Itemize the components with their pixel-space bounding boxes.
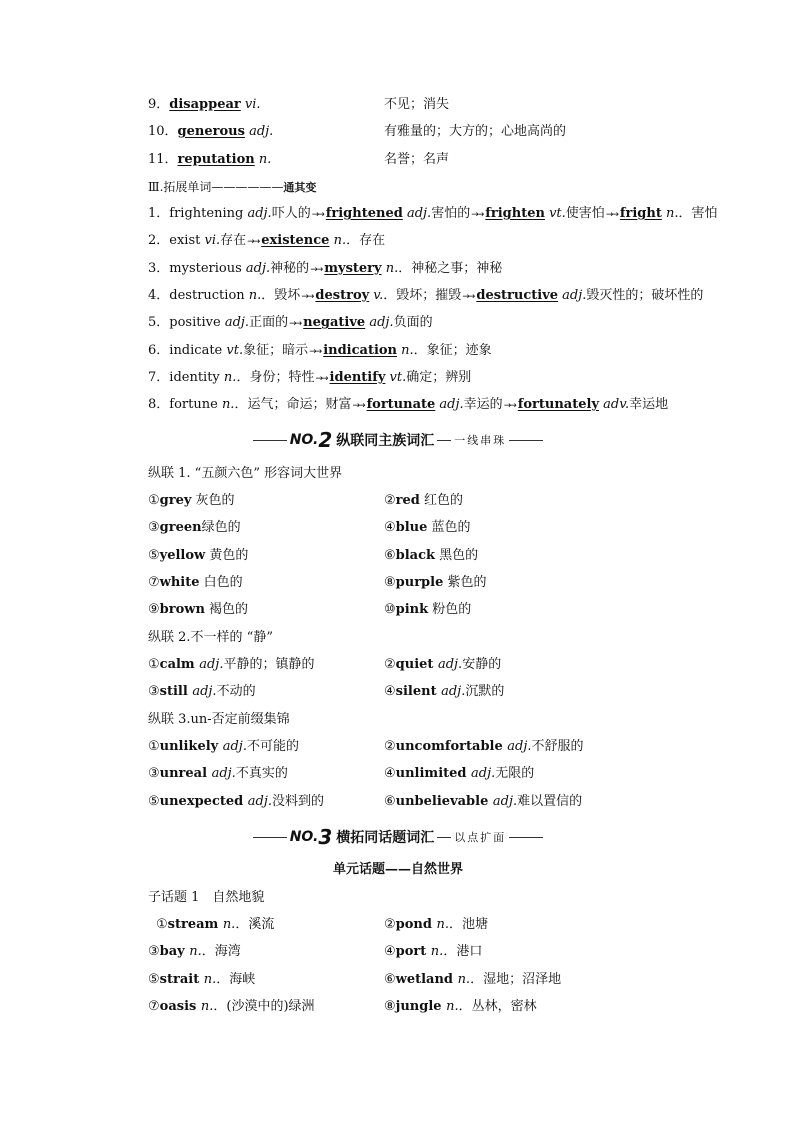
entry-meaning: ．海湾 [201,944,241,960]
derived-word: fortunate [366,397,436,413]
entry-word: yellow [159,547,206,563]
word-row [148,969,748,991]
part-of-speech: adj. [471,766,496,782]
word-entry [148,657,314,672]
word-text: destruction [169,287,249,303]
derived-word: destroy [315,287,370,303]
word-row [148,599,748,621]
word-text: 象征；暗示 [243,342,309,358]
arrow-icon: →→ [309,346,321,357]
derived-word: frightened [325,206,403,221]
item-number: 8． [148,397,170,413]
entry-word: stream [167,917,223,932]
entry-number: ⑥ [384,547,396,563]
entry-word: oasis [159,998,201,1014]
word-entry [384,517,471,539]
word-entry [384,654,501,676]
part-of-speech: v. [369,287,384,303]
part-of-speech: n. [430,944,444,960]
entry-meaning: 绿色的 [201,520,241,536]
item-number: 4． [148,287,170,303]
word-text: ．象征；迹象 [413,342,492,358]
word-entry [148,520,241,535]
part-of-speech: adj. [435,397,464,413]
banner-rule [253,440,287,441]
word-entry [148,602,248,617]
entry-meaning: 没料到的 [272,793,325,809]
entry-number: ⑧ [384,998,396,1014]
word-entry [384,736,584,758]
arrow-icon: →→ [605,210,617,220]
derived-word: destructive [476,287,559,303]
word-entry [148,794,324,809]
entry-number: ⑤ [148,547,160,563]
part-of-speech: adj. [222,739,247,754]
word-entry [384,572,487,594]
extension-item [148,230,748,252]
arrow-icon: →→ [301,291,313,302]
word-text: 负面的 [393,315,433,331]
word-text: frightening [169,206,248,221]
group-title: 纵联 3.un-否定前缀集锦 [148,712,290,727]
word-text: ．毁坏 [261,287,301,303]
item-number: 7． [148,369,170,385]
derived-word: existence [261,233,330,249]
item-number: 1． [148,206,170,221]
word-entry [148,972,255,987]
item-number: 6． [148,342,170,358]
entry-meaning: ．溪流 [235,917,275,932]
entry-word: silent [395,684,442,700]
word-entry [384,599,471,621]
entry-word: bay [159,944,190,960]
word-text: ．身份；特性 [236,369,315,385]
section-banner-no3: NO. 3 横拓同话题词汇 以点扩面 [148,824,648,850]
entry-word: unbelievable [395,793,493,809]
entry-meaning: 黄色的 [205,547,249,563]
entry-number: ① [148,657,160,672]
word-entry [148,917,274,932]
entry-number: ④ [384,944,396,960]
entry-number: ⑥ [384,971,396,987]
word-entry [384,791,582,813]
word-entry [148,944,241,959]
part-of-speech: n. [189,944,202,960]
word-text: 正面的 [249,315,289,331]
word-text: identity [169,369,224,385]
part-of-speech: n. [203,971,217,987]
extension-item [148,258,748,280]
arrow-icon: →→ [289,319,301,330]
vocab-meaning: 不见；消失 [384,97,450,112]
word-entry [148,999,315,1014]
part-of-speech: adj. [192,684,217,700]
word-text: 存在 [220,233,247,249]
section-heading-extension: Ⅲ.拓展单词——————通其变 [148,180,317,194]
word-entry [148,493,235,508]
entry-word: unexpected [159,793,248,809]
word-row [148,490,748,512]
entry-word: grey [159,493,192,508]
unit-topic-title: 单元话题——自然世界 [332,862,463,877]
word-text: 幸运地 [629,397,669,413]
arrow-icon: →→ [310,264,322,275]
entry-meaning: 蓝色的 [427,520,471,536]
word-row [148,517,748,539]
word-text: ．神秘之事；神秘 [398,260,503,276]
word-entry [148,684,256,699]
entry-meaning: 无限的 [495,766,535,782]
entry-word: calm [159,657,200,672]
part-of-speech: adj. [211,766,236,782]
entry-word: pink [395,602,429,618]
vocab-word: disappear [169,97,241,112]
entry-meaning: 沉默的 [465,684,505,700]
part-of-speech: adj. [402,206,432,221]
entry-meaning: 不舒服的 [531,739,584,754]
extension-item [148,203,748,225]
banner-subtitle: 一线串珠 [454,434,507,447]
word-entry [148,766,288,781]
part-of-speech: n. [329,233,347,249]
subtopic-title: 子话题 1 自然地貌 [148,890,265,905]
entry-number: ② [384,739,396,754]
entry-number: ⑦ [148,998,160,1014]
extension-item [148,285,748,307]
word-text: indicate [169,342,227,358]
entry-word: blue [395,520,428,536]
entry-word: red [395,493,420,508]
derived-word: indication [323,342,398,358]
word-entry [384,490,463,512]
group-title: 纵联 1. “五颜六色” 形容词大世界 [148,466,343,481]
part-of-speech: n. [661,206,679,221]
word-row [148,681,748,703]
word-text: 吓人的 [271,206,311,221]
part-of-speech: adj. [558,287,587,303]
entry-word: brown [159,602,205,618]
vocab-item: 9．disappear vi. 不见；消失 [148,94,748,116]
banner-rule [437,837,451,838]
entry-word: white [159,574,200,590]
part-of-speech: adj. [224,315,250,331]
part-of-speech: vt. [544,206,566,221]
banner-title: 纵联同主族词汇 [336,433,435,449]
word-text: ．运气；命运；财富 [234,397,352,413]
derived-word: mystery [324,260,382,276]
entry-number: ③ [148,944,160,960]
part-of-speech: n. [436,917,449,932]
entry-word: black [395,547,436,563]
word-row [148,654,748,676]
entry-number: ④ [384,684,396,700]
part-of-speech: vi. [204,233,221,249]
entry-number: ⑥ [384,793,396,809]
entry-number: ⑤ [148,971,160,987]
arrow-icon: →→ [247,237,259,248]
entry-meaning: 难以置信的 [517,793,583,809]
entry-meaning: 褐色的 [204,602,249,618]
entry-word: wetland [395,971,458,987]
entry-word: quiet [395,657,438,672]
part-of-speech: adv. [599,397,630,413]
entry-word: pond [395,917,437,932]
entry-number: ② [384,657,396,672]
arrow-icon: →→ [503,401,515,412]
entry-number: ② [384,493,396,508]
word-text: 使害怕 [565,206,605,221]
part-of-speech: n. [221,397,235,413]
word-text: fortune [169,397,222,413]
part-of-speech: vt. [385,369,407,385]
word-entry [148,739,299,754]
word-entry [384,681,504,703]
derived-word: negative [303,315,366,331]
part-of-speech: n. [248,287,262,303]
entry-meaning: 粉色的 [428,602,472,618]
vocab-meaning: 有雅量的；大方的；心地高尚的 [384,124,567,139]
word-entry [384,763,534,785]
banner-rule [253,837,287,838]
word-text: ．害怕 [678,206,718,221]
entry-word: uncomfortable [395,739,508,754]
part-of-speech: adj. [245,260,271,276]
entry-word: strait [159,971,204,987]
entry-number: ③ [148,684,160,700]
extension-item [148,312,748,334]
word-text: 毁灭性的；破坏性的 [586,287,704,303]
vocab-meaning: 名誉；名声 [384,152,450,167]
vocab-word: reputation [177,152,255,167]
word-entry [148,548,248,563]
arrow-icon: →→ [315,373,327,384]
entry-meaning: ．池塘 [449,917,489,932]
part-of-speech: n. [381,260,399,276]
part-of-speech: adj. [365,315,394,331]
extension-item [148,394,748,416]
entry-number: ② [384,917,396,932]
entry-word: green [159,520,202,536]
entry-meaning: 红色的 [419,493,464,508]
derived-word: fright [619,206,662,221]
word-text: 确定；辨别 [406,369,472,385]
entry-meaning: 不真实的 [235,766,288,782]
word-row [148,996,748,1018]
entry-number: ⑨ [148,602,160,618]
word-entry [384,545,478,567]
word-text: 神秘的 [270,260,310,276]
part-of-speech: n. [200,998,214,1014]
extension-item [148,340,748,362]
word-entry [384,941,482,963]
word-row [148,572,748,594]
entry-meaning: 不可能的 [246,739,299,754]
entry-meaning: ．(沙漠中的)绿洲 [213,998,315,1014]
part-of-speech: adj. [199,657,224,672]
entry-meaning: 灰色的 [191,493,235,508]
item-number: 5． [148,315,170,331]
arrow-icon: →→ [462,291,474,302]
entry-word: still [159,684,193,700]
entry-word: port [395,944,431,960]
entry-number: ① [148,739,160,754]
part-of-speech: n. [457,971,471,987]
entry-number: ③ [148,766,160,782]
arrow-icon: →→ [352,401,364,412]
arrow-icon: →→ [471,210,483,220]
part-of-speech: adj. [247,793,272,809]
entry-number: ① [156,917,168,932]
word-row [148,545,748,567]
word-row [148,763,748,785]
word-row [148,941,748,963]
word-row [148,791,748,813]
part-of-speech: vt. [226,342,244,358]
entry-meaning: ．湿地；沼泽地 [470,971,562,987]
entry-word: unlimited [395,766,472,782]
word-row [148,736,748,758]
vocab-item: 10．generous adj. 有雅量的；大方的；心地高尚的 [148,121,748,143]
banner-title: 横拓同话题词汇 [336,830,435,846]
word-text: ．存在 [346,233,386,249]
entry-meaning: ．丛林，密林 [458,998,537,1014]
entry-meaning: 不动的 [216,684,256,700]
entry-meaning: ．港口 [443,944,483,960]
entry-number: ① [148,493,160,508]
item-number: 2． [148,233,170,249]
part-of-speech: adj. [492,793,518,809]
section-banner-no2: NO. 2 纵联同主族词汇 一线串珠 [148,427,648,453]
banner-rule [509,837,543,838]
vocab-item: 11．reputation n. 名誉；名声 [148,149,748,171]
part-of-speech: adj. [437,657,463,672]
part-of-speech: n. [223,369,237,385]
entry-word: unlikely [159,739,223,754]
entry-number: ⑤ [148,793,160,809]
derived-word: fortunately [517,397,599,413]
entry-meaning: ．海峡 [216,971,256,987]
derived-word: identify [329,369,386,385]
part-of-speech: n. [222,917,236,932]
banner-rule [509,440,543,441]
word-text: positive [169,315,225,331]
entry-meaning: 平静的；镇静的 [223,657,315,672]
word-text: exist [169,233,205,249]
vocab-word: generous [177,124,245,139]
group-title: 纵联 2.不一样的 “静” [148,630,273,645]
word-text: ．毁坏；摧毁 [383,287,462,303]
entry-number: ⑦ [148,574,160,590]
entry-number: ④ [384,766,396,782]
part-of-speech: adj. [247,206,272,221]
entry-word: purple [395,574,444,590]
entry-meaning: 白色的 [199,574,243,590]
word-text: 害怕的 [431,206,471,221]
entry-meaning: 黑色的 [435,547,479,563]
word-entry [148,575,243,590]
part-of-speech: adj. [441,684,466,700]
entry-number: ⑧ [384,574,396,590]
word-row [148,914,748,936]
entry-word: unreal [159,766,212,782]
entry-meaning: 安静的 [462,657,502,672]
part-of-speech: adj. [507,739,532,754]
banner-rule [437,440,451,441]
entry-meaning: 紫色的 [443,574,487,590]
item-number: 3． [148,260,170,276]
word-text: mysterious [169,260,246,276]
word-text: 幸运的 [463,397,503,413]
derived-word: frighten [485,206,545,221]
word-entry [384,996,537,1018]
arrow-icon: →→ [311,210,323,220]
entry-word: jungle [395,998,447,1014]
banner-subtitle: 以点扩面 [454,831,507,844]
extension-item [148,367,748,389]
word-entry [384,914,488,936]
entry-number: ③ [148,520,160,536]
part-of-speech: n. [397,342,414,358]
entry-number: ④ [384,520,396,536]
word-entry [384,969,561,991]
part-of-speech: n. [446,998,459,1014]
entry-number: ⑩ [384,602,396,618]
